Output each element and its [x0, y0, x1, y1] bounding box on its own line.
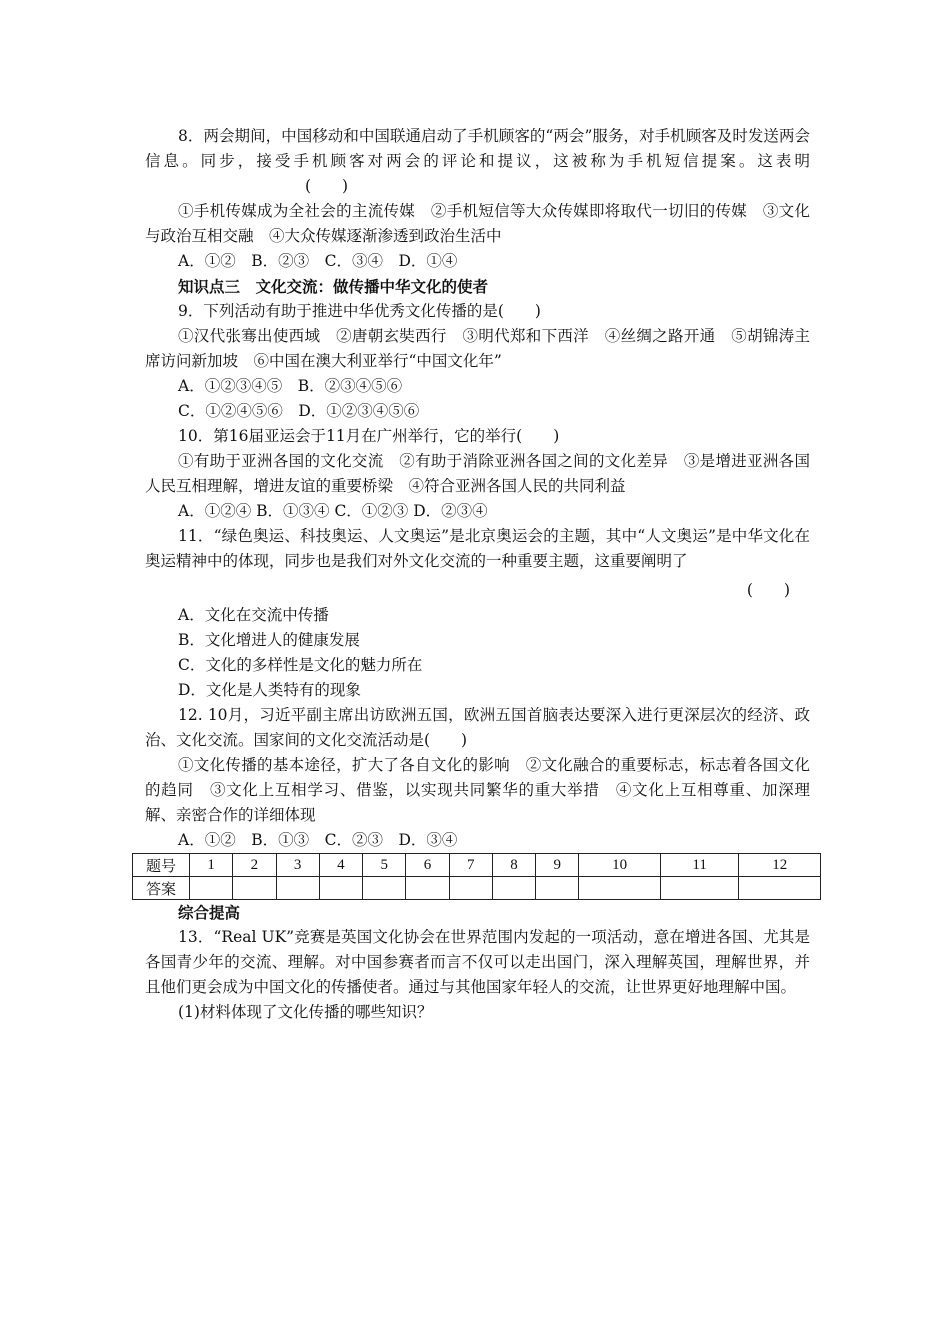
question-12 — [145, 703, 810, 853]
question-12-options: A．①② B．①③ C．②③ D．③④ — [178, 831, 458, 849]
document-content — [145, 124, 810, 1025]
question-10-items: ①有助于亚洲各国的文化交流 ②有助于消除亚洲各国之间的文化差异 ③是增进亚洲各国人民互相理解，增进友谊的重要桥梁 ④符合亚洲各国人民的共同利益 — [145, 452, 810, 495]
answer-number-cell: 3 — [276, 854, 319, 877]
answer-table-answer-label: 答案 — [133, 877, 190, 900]
question-9-stem: 9．下列活动有助于推进中华优秀文化传播的是( ) — [178, 302, 541, 320]
question-9-options-ab: A．①②③④⑤ B．②③④⑤⑥ — [178, 377, 403, 395]
answer-number-cell: 2 — [233, 854, 276, 877]
answer-blank-cell[interactable] — [363, 877, 406, 900]
question-11-option-c: C．文化的多样性是文化的魅力所在 — [178, 656, 423, 674]
answer-number-cell: 11 — [660, 854, 739, 877]
question-12-stem: 12. 10月，习近平副主席出访欧洲五国，欧洲五国首脑表达要深入进行更深层次的经济、政治、文化交流。国家间的文化交流活动是( ) — [145, 706, 810, 749]
question-9 — [145, 299, 810, 424]
question-11-bracket: ( ) — [746, 581, 790, 599]
question-10-stem: 10．第16届亚运会于11月在广州举行，它的举行( ) — [178, 427, 560, 445]
answer-number-cell: 8 — [492, 854, 535, 877]
answer-blank-cell[interactable] — [233, 877, 276, 900]
question-12-items: ①文化传播的基本途径，扩大了各自文化的影响 ②文化融合的重要标志，标志着各国文化的趋同 ③文化上互相学习、借鉴，以实现共同繁华的重大举措 ④文化上互相尊重、加深理解、亲密合作的详细体现 — [145, 756, 810, 824]
question-13 — [145, 925, 810, 1025]
question-11-option-b: B．文化增进人的健康发展 — [178, 631, 360, 649]
answer-table — [132, 853, 821, 900]
answer-table-answer-row — [133, 877, 821, 900]
question-10 — [145, 424, 810, 524]
question-8-stem-text: 8．两会期间，中国移动和中国联通启动了手机顾客的“两会”服务，对手机顾客及时发送两会信息。同步，接受手机顾客对两会的评论和提议，这被称为手机短信提案。这表明 — [145, 127, 810, 170]
question-10-options: A．①②④ B．①③④ C．①②③ D．②③④ — [178, 502, 488, 520]
question-11 — [145, 524, 810, 703]
section-3-title: 知识点三 文化交流：做传播中华文化的使者 — [178, 277, 489, 296]
answer-number-cell: 9 — [536, 854, 579, 877]
question-11-option-d: D．文化是人类特有的现象 — [178, 681, 361, 699]
question-8 — [145, 124, 810, 274]
answer-number-cell: 10 — [579, 854, 660, 877]
question-11-stem: 11．“绿色奥运、科技奥运、人文奥运”是北京奥运会的主题，其中“人文奥运”是中华文化在奥运精神中的体现，同步也是我们对外文化交流的一种重要主题，这重要阐明了 — [145, 527, 810, 570]
answer-number-cell: 6 — [406, 854, 449, 877]
answer-number-cell: 7 — [449, 854, 492, 877]
answer-blank-cell[interactable] — [660, 877, 739, 900]
answer-number-cell: 12 — [739, 854, 821, 877]
answer-blank-cell[interactable] — [492, 877, 535, 900]
answer-blank-cell[interactable] — [319, 877, 362, 900]
answer-blank-cell[interactable] — [190, 877, 233, 900]
question-8-stem — [145, 124, 810, 199]
question-11-option-a: A．文化在交流中传播 — [178, 606, 329, 624]
answer-blank-cell[interactable] — [739, 877, 821, 900]
answer-number-cell: 5 — [363, 854, 406, 877]
answer-blank-cell[interactable] — [536, 877, 579, 900]
answer-table-number-label: 题号 — [133, 854, 190, 877]
answer-number-cell: 4 — [319, 854, 362, 877]
answer-blank-cell[interactable] — [579, 877, 660, 900]
question-9-items: ①汉代张骞出使西域 ②唐朝玄奘西行 ③明代郑和下西洋 ④丝绸之路开通 ⑤胡锦涛主席访问新加坡 ⑥中国在澳大利亚举行“中国文化年” — [145, 327, 810, 370]
question-9-options-cd: C．①②④⑤⑥ D．①②③④⑤⑥ — [178, 402, 420, 420]
answer-blank-cell[interactable] — [406, 877, 449, 900]
answer-table-number-row — [133, 854, 821, 877]
answer-number-cell: 1 — [190, 854, 233, 877]
answer-blank-cell[interactable] — [449, 877, 492, 900]
question-8-options: A．①② B．②③ C．③④ D．①④ — [178, 252, 458, 270]
question-13-stem: 13．“Real UK”竞赛是英国文化协会在世界范围内发起的一项活动，意在增进各国、尤其是各国青少年的交流、理解。对中国参赛者而言不仅可以走出国门，深入理解英国，理解世界，并且他们更会成为中国文化的传播使者。通过与其他国家年轻人的交流，让世界更好地理解中国。 — [145, 928, 810, 996]
question-8-bracket: ( ) — [305, 177, 349, 195]
section-comprehensive-title: 综合提高 — [178, 903, 241, 922]
question-8-items: ①手机传媒成为全社会的主流传媒 ②手机短信等大众传媒即将取代一切旧的传媒 ③文化与政治互相交融 ④大众传媒逐渐渗透到政治生活中 — [145, 202, 810, 245]
answer-blank-cell[interactable] — [276, 877, 319, 900]
question-13-sub-1: (1)材料体现了文化传播的哪些知识？ — [178, 1003, 433, 1021]
